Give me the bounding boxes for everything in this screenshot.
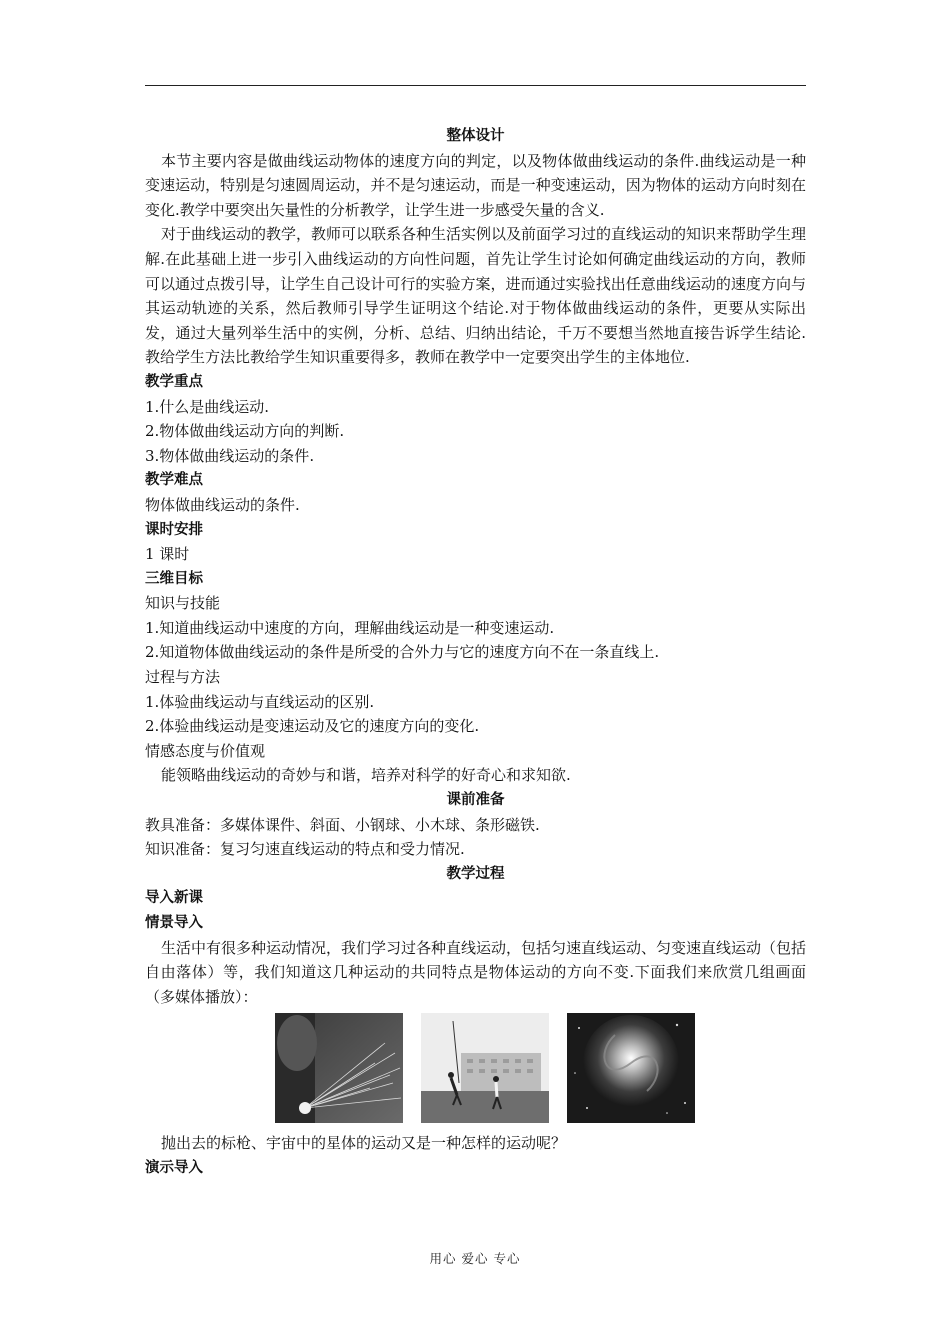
emotion-text: 能领略曲线运动的奇妙与和谐，培养对科学的好奇心和求知欲.	[161, 766, 571, 785]
process-title: 教学过程	[446, 865, 505, 882]
page-footer: 用心 爱心 专心	[429, 1251, 521, 1266]
design-paragraph-1: 本节主要内容是做曲线运动物体的速度方向的判定，以及物体做曲线运动的条件.曲线运动是一种变速运动，特别是匀速圆周运动，并不是匀速运动，而是一种变速运动，因为物体的运动方向时刻在变化.教学中要突出矢量性的分析教学，让学生进一步感受矢量的含义.	[145, 151, 806, 219]
document-body	[145, 124, 806, 1181]
javelin-throw-photo	[421, 1013, 549, 1123]
intro-title: 导入新课	[145, 890, 203, 907]
difficulty-title: 教学难点	[145, 472, 203, 489]
prep-knowledge: 知识准备：复习匀速直线运动的特点和受力情况.	[145, 840, 465, 859]
galaxy-photo	[567, 1013, 695, 1123]
knowledge-skills-title: 知识与技能	[145, 594, 221, 613]
key-points-title: 教学重点	[145, 373, 203, 390]
goals-title: 三维目标	[145, 570, 203, 587]
demo-title: 演示导入	[145, 1159, 203, 1176]
emotion-title: 情感态度与价值观	[145, 741, 266, 760]
question-text: 抛出去的标枪、宇宙中的星体的运动又是一种怎样的运动呢？	[161, 1134, 567, 1153]
key-point-item: 3.物体做曲线运动的条件.	[145, 446, 315, 465]
process-method-title: 过程与方法	[145, 668, 221, 687]
difficulty-text: 物体做曲线运动的条件.	[145, 495, 300, 514]
scene-text: 生活中有很多种运动情况，我们学习过各种直线运动，包括匀速直线运动、匀变速直线运动（包括自由落体）等，我们知道这几种运动的共同特点是物体运动的方向不变.下面我们来欣赏几组画面（多媒体播放）：	[145, 938, 807, 1006]
knowledge-item: 1.知道曲线运动中速度的方向，理解曲线运动是一种变速运动.	[145, 618, 555, 637]
header-rule	[145, 85, 806, 86]
scene-title: 情景导入	[145, 915, 203, 931]
design-paragraph-2: 对于曲线运动的教学，教师可以联系各种生活实例以及前面学习过的直线运动的知识来帮助学生理解.在此基础上进一步引入曲线运动的方向性问题，首先让学生讨论如何确定曲线运动的方向，教师可以通过点拨引导，让学生自己设计可行的实验方案，进而通过实验找出任意曲线运动的速度方向与其运动轨迹的关系，然后教师引导学生证明这个结论.对于物体做曲线运动的条件，更要从实际出发，通过大量列举生活中的实例，分析、总结、归纳出结论，千万不要想当然地直接告诉学生结论.教给学生方法比教给学生知识重要得多，教师在教学中一定要突出学生的主体地位.	[145, 225, 807, 367]
sparks-grinding-photo	[275, 1013, 403, 1123]
knowledge-item: 2.知道物体做曲线运动的条件是所受的合外力与它的速度方向不在一条直线上.	[145, 643, 660, 662]
prep-tools: 教具准备：多媒体课件、斜面、小钢球、小木球、条形磁铁.	[145, 815, 540, 834]
heading-design: 整体设计	[446, 128, 505, 144]
image-row	[145, 1013, 806, 1125]
key-point-item: 1.什么是曲线运动.	[145, 397, 270, 416]
process-item: 2.体验曲线运动是变速运动及它的速度方向的变化.	[145, 717, 480, 736]
prep-title: 课前准备	[446, 792, 505, 809]
schedule-title: 课时安排	[145, 521, 203, 538]
process-item: 1.体验曲线运动与直线运动的区别.	[145, 692, 375, 711]
key-point-item: 2.物体做曲线运动方向的判断.	[145, 422, 345, 441]
schedule-text: 1 课时	[145, 545, 190, 564]
